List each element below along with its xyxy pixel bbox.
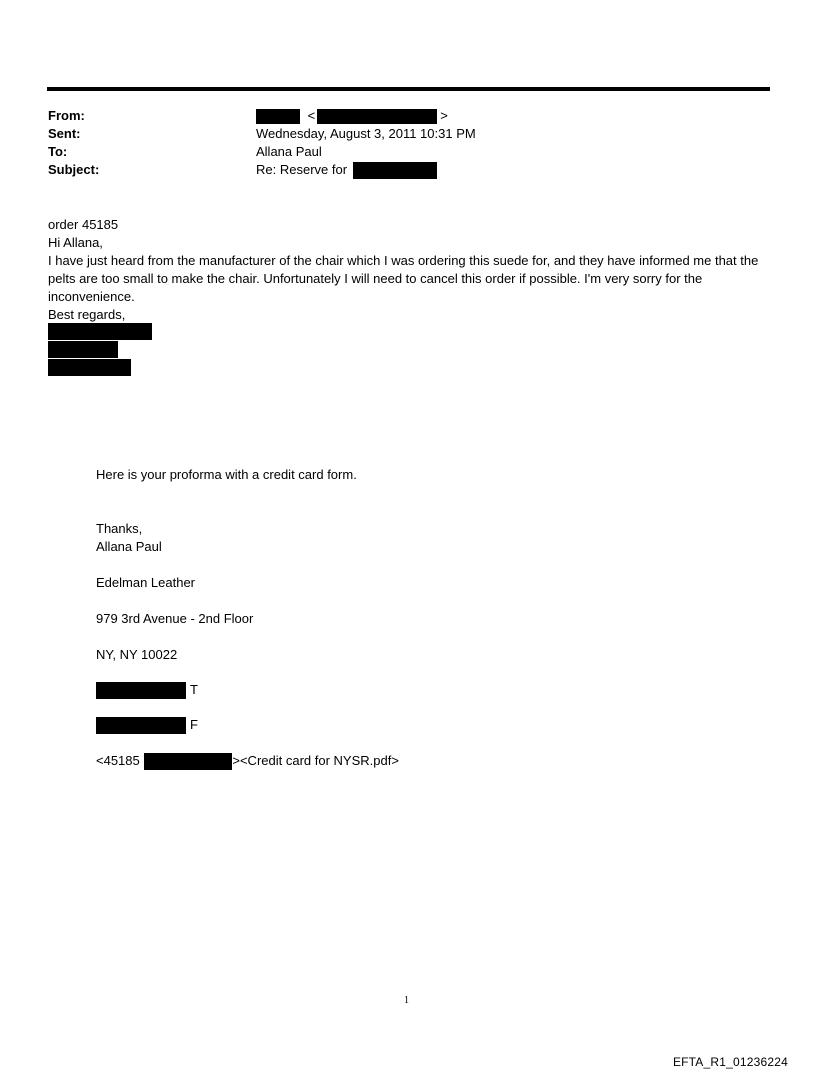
from-value [256, 107, 448, 125]
header-rule [47, 87, 770, 91]
quoted-intro: Here is your proforma with a credit card form. [96, 467, 357, 482]
quoted-thanks: Thanks, [96, 521, 143, 536]
to-value: Allana Paul [256, 144, 322, 159]
redaction-block [48, 359, 131, 376]
redaction-block [48, 341, 118, 358]
bates-number: EFTA_R1_01236224 [672, 1055, 788, 1069]
from-bracket-open: < [307, 108, 316, 123]
order-line: order 45185 [48, 217, 119, 232]
from-bracket-close: > [440, 108, 448, 123]
subject-value [256, 161, 437, 179]
from-label: From: [48, 108, 85, 123]
quoted-city: NY, NY 10022 [96, 647, 178, 662]
quoted-address: 979 3rd Avenue - 2nd Floor [96, 611, 254, 626]
attachment-prefix: <45185 [96, 753, 140, 768]
subject-text: Re: Reserve for [256, 162, 348, 177]
sent-value: Wednesday, August 3, 2011 10:31 PM [256, 126, 476, 141]
subject-label: Subject: [48, 162, 100, 177]
quoted-company: Edelman Leather [96, 575, 196, 590]
redaction-block [256, 109, 300, 124]
page-number: 1 [404, 995, 409, 1006]
redaction-block [48, 323, 152, 340]
redaction-block [353, 162, 437, 179]
greeting: Hi Allana, [48, 235, 103, 250]
message-paragraph: I have just heard from the manufacturer of the chair which I was ordering this suede for, and they have informed me that the pelts are too small to make the chair. Unfortunately I will need to cancel this order if possible. I'm very sorry for the inconvenience. [48, 253, 759, 304]
message-body [48, 216, 778, 324]
redaction-block [96, 717, 186, 734]
quoted-name: Allana Paul [96, 539, 162, 554]
redaction-block [144, 753, 232, 770]
to-label: To: [48, 144, 68, 159]
fax-suffix: F [190, 717, 198, 732]
redaction-block [96, 682, 186, 699]
attachment-line [96, 752, 399, 770]
redaction-block [317, 109, 437, 124]
closing: Best regards, [48, 307, 126, 322]
fax-line [96, 716, 198, 734]
sent-label: Sent: [48, 126, 81, 141]
phone-line [96, 681, 198, 699]
phone-suffix: T [190, 682, 198, 697]
attachment-suffix: ><Credit card for NYSR.pdf> [232, 753, 399, 768]
